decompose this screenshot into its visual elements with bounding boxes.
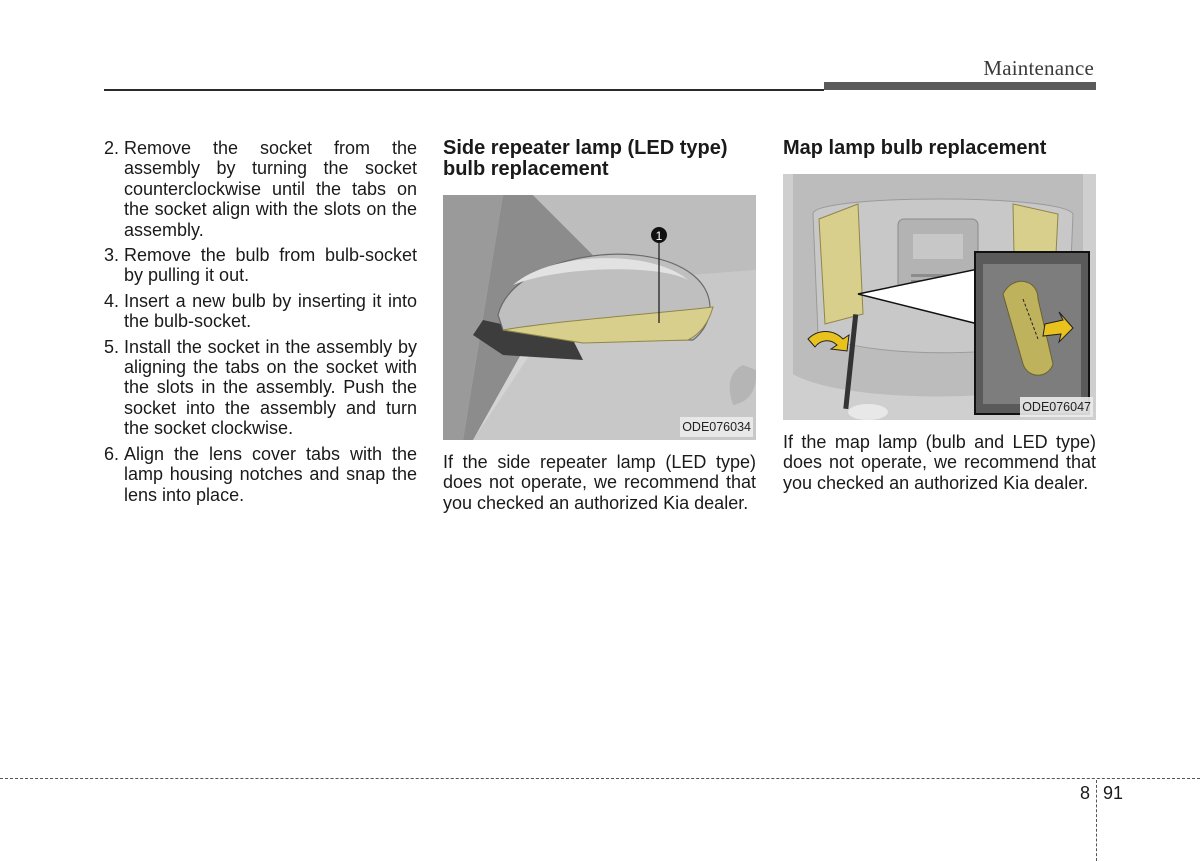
step-number: 6. [104, 443, 120, 464]
steps-column [104, 138, 417, 510]
section-title: Maintenance [983, 56, 1094, 80]
callout-number: 1 [655, 229, 663, 243]
list-item [104, 444, 417, 505]
page-number: 91 [1103, 783, 1124, 803]
side-repeater-column [443, 138, 756, 513]
side-mirror-figure [443, 195, 756, 440]
header-rule-accent [824, 82, 1096, 90]
footer-rule [0, 778, 1200, 779]
figure-code: ODE076034 [680, 417, 753, 437]
list-item [104, 138, 417, 240]
step-number: 4. [104, 290, 120, 311]
step-text: Insert a new bulb by inserting it into the bulb-socket. [124, 290, 417, 332]
map-lamp-illustration [783, 174, 1096, 420]
side-repeater-paragraph: If the side repeater lamp (LED type) does not operate, we recommend that you checked an authorized Kia dealer. [443, 452, 756, 513]
list-item [104, 337, 417, 439]
list-item [104, 245, 417, 286]
header-rule [104, 89, 824, 91]
steps-list [104, 138, 417, 505]
step-number: 5. [104, 336, 120, 357]
side-repeater-heading: Side repeater lamp (LED type) bulb replacement [443, 137, 728, 180]
map-lamp-heading: Map lamp bulb replacement [783, 137, 1047, 159]
footer-divider [1096, 780, 1097, 861]
list-item [104, 291, 417, 332]
step-text: Install the socket in the assembly by aligning the tabs on the socket with the slots in the assembly. Push the socket into the assembly and turn the socket clockwise. [124, 336, 417, 439]
map-lamp-column [783, 138, 1096, 493]
figure-code: ODE076047 [1020, 397, 1093, 417]
map-lamp-paragraph: If the map lamp (bulb and LED type) does not operate, we recommend that you checked an authorized Kia dealer. [783, 432, 1096, 493]
side-mirror-illustration [443, 195, 756, 440]
step-text: Remove the bulb from bulb-socket by pulling it out. [124, 245, 417, 286]
map-lamp-figure [783, 174, 1096, 420]
step-number: 3. [104, 245, 120, 266]
step-number: 2. [104, 138, 120, 158]
chapter-number: 8 [1080, 783, 1091, 803]
step-text: Remove the socket from the assembly by turning the socket counterclockwise until the tabs on the socket align with the slots on the assembly. [124, 138, 417, 240]
step-text: Align the lens cover tabs with the lamp housing notches and snap the lens into place. [124, 443, 417, 505]
